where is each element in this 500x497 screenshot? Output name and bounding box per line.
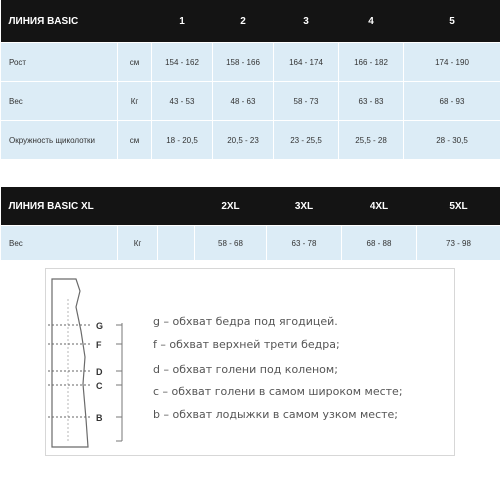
unit-cell: см [118,43,152,82]
value-cell: 20,5 - 23 [213,121,274,160]
value-cell: 158 - 166 [213,43,274,82]
value-cell: 63 - 78 [267,226,342,261]
size-header-1: 1 [152,0,213,43]
legend-line-d: d – обхват голени под коленом; [153,363,338,376]
legend-line-b: b – обхват лодыжки в самом узком месте; [153,408,398,421]
value-cell: 58 - 73 [274,82,339,121]
marker-c: C [96,381,103,391]
value-cell: 73 - 98 [417,226,500,261]
row-label: Окружность щиколотки [1,121,118,160]
value-cell: 68 - 93 [404,82,500,121]
measurement-legend [45,268,455,456]
value-cell: 166 - 182 [339,43,404,82]
table-title: ЛИНИЯ BASIC [1,0,118,43]
size-header-2xl: 2XL [195,187,267,226]
value-cell: 23 - 25,5 [274,121,339,160]
value-cell: 28 - 30,5 [404,121,500,160]
value-cell: 48 - 63 [213,82,274,121]
size-header-4: 4 [339,0,404,43]
legend-line-c: c – обхват голени в самом широком месте; [153,385,403,398]
table-title: ЛИНИЯ BASIC XL [1,187,118,226]
table-row [1,82,500,121]
leg-diagram [46,269,454,455]
header-cell [118,187,158,226]
value-cell: 174 - 190 [404,43,500,82]
empty-cell [158,226,195,261]
row-label: Рост [1,43,118,82]
value-cell: 68 - 88 [342,226,417,261]
size-header-2: 2 [213,0,274,43]
size-table-basic-xl [0,187,500,261]
header-cell [118,0,152,43]
unit-cell: Кг [118,82,152,121]
size-header-3: 3 [274,0,339,43]
marker-g: G [96,321,104,331]
row-label: Вес [1,82,118,121]
header-cell [158,187,195,226]
table-header-row [1,0,500,43]
legend-line-g: g – обхват бедра под ягодицей. [153,315,338,328]
size-header-5xl: 5XL [417,187,500,226]
table-row [1,43,500,82]
marker-d: D [96,367,103,377]
value-cell: 43 - 53 [152,82,213,121]
size-header-4xl: 4XL [342,187,417,226]
size-table-basic [0,0,500,160]
unit-cell: см [118,121,152,160]
value-cell: 63 - 83 [339,82,404,121]
value-cell: 164 - 174 [274,43,339,82]
marker-f: F [96,340,102,350]
value-cell: 25,5 - 28 [339,121,404,160]
size-header-5: 5 [404,0,500,43]
marker-b: B [96,413,103,423]
value-cell: 58 - 68 [195,226,267,261]
size-header-3xl: 3XL [267,187,342,226]
row-label: Вес [1,226,118,261]
table-header-row [1,187,500,226]
unit-cell: Кг [118,226,158,261]
value-cell: 154 - 162 [152,43,213,82]
value-cell: 18 - 20,5 [152,121,213,160]
leg-outline [52,279,88,447]
table-row [1,226,500,261]
table-row [1,121,500,160]
legend-line-f: f – обхват верхней трети бедра; [153,338,340,351]
